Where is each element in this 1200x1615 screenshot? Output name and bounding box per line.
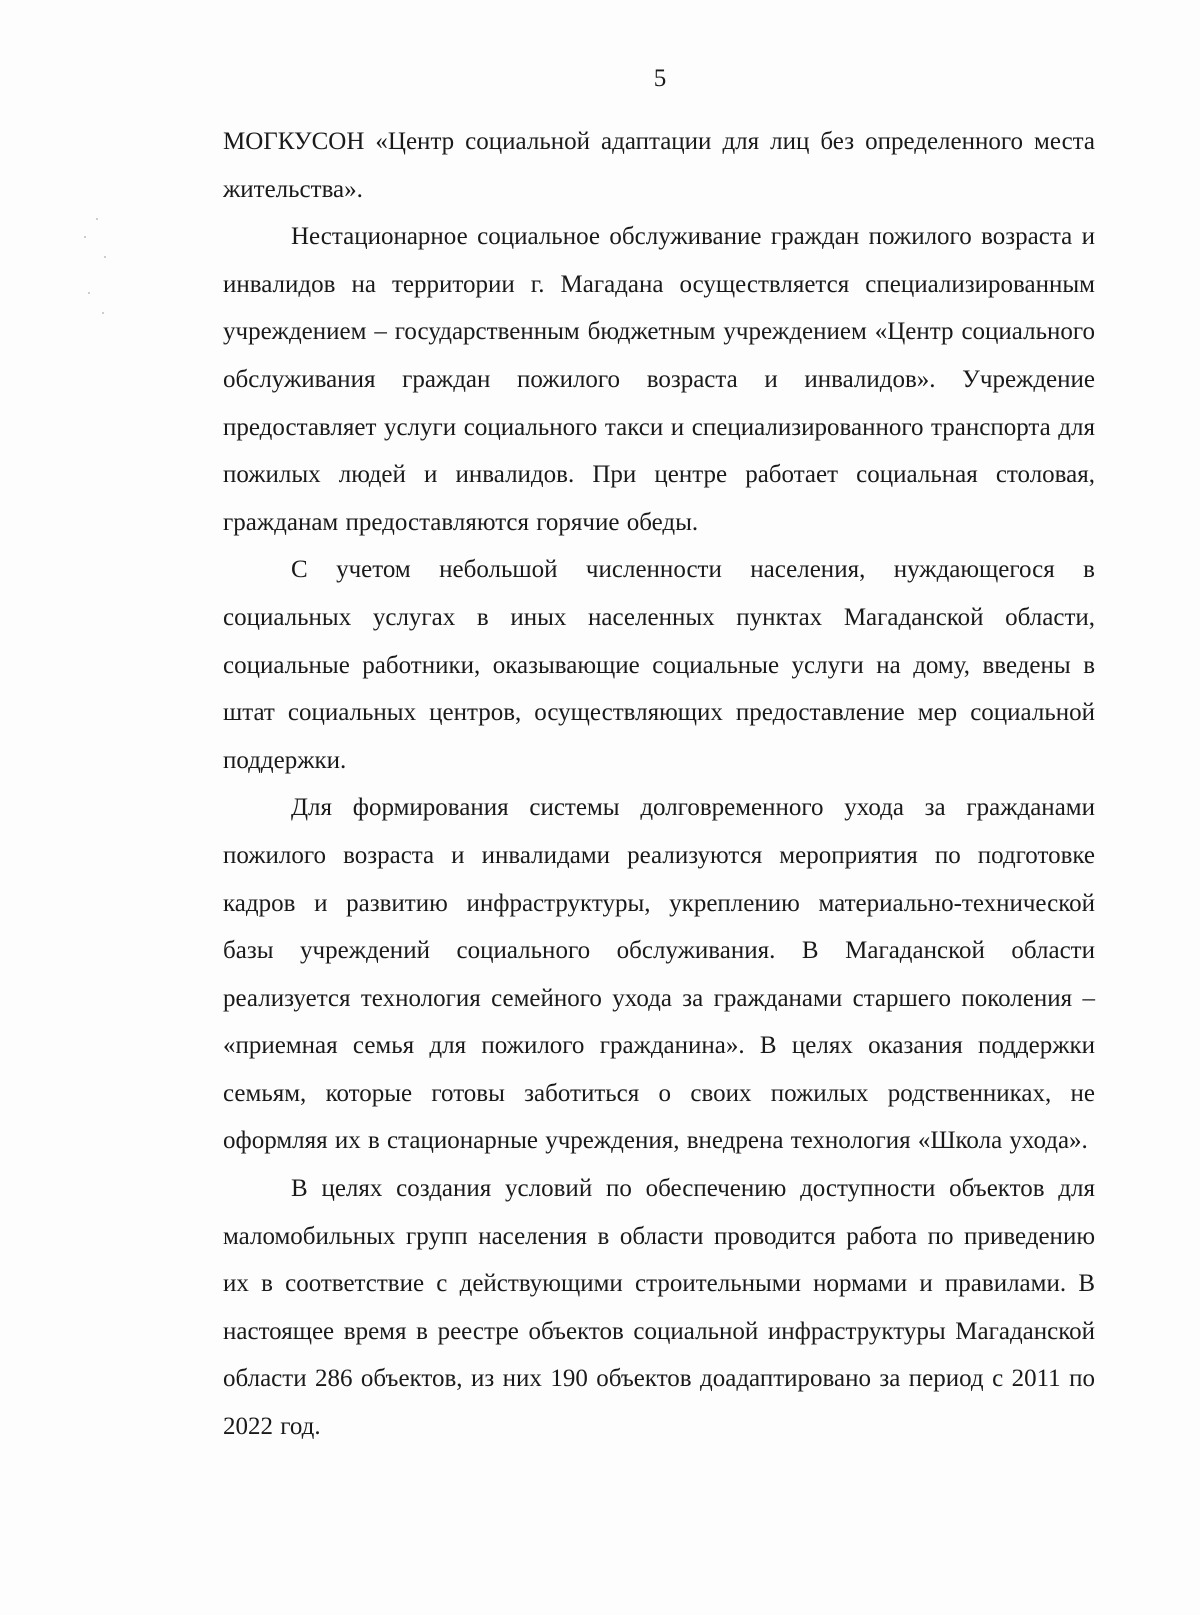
scan-speck (84, 236, 86, 238)
paragraph-4: Для формирования системы долговременного ухода за гражданами пожилого возраста и инвалидами реализуются мероприятия по подготовке кадров и развитию инфраструктуры, укреплению материально-технической базы учреждений социального обслуживания. В Магаданской области реализуется технология семейного ухода за гражданами старшего поколения – «приемная семья для пожилого гражданина». В целях оказания поддержки семьям, которые готовы заботиться о своих пожилых родственниках, не оформляя их в стационарные учреждения, внедрена технология «Школа ухода». (223, 794, 1095, 1155)
scan-speck (102, 312, 104, 314)
paragraph-1: МОГКУСОН «Центр социальной адаптации для лиц без определенного места жительства». (223, 128, 1095, 203)
paragraph-3: С учетом небольшой численности населения, нуждающегося в социальных услугах в иных населенных пунктах Магаданской области, социальные работники, оказывающие социальные услуги на дому, введены в штат социальных центров, осуществляющих предоставление мер социальной поддержки. (223, 556, 1095, 774)
paragraph-5: В целях создания условий по обеспечению доступности объектов для маломобильных групп населения в области проводится работа по приведению их в соответствие с действующими строительными нормами и правилами. В настоящее время в реестре объектов социальной инфраструктуры Магаданской области 286 объектов, из них 190 объектов доадаптировано за период с 2011 по 2022 год. (223, 1175, 1095, 1441)
document-body (223, 118, 1095, 1451)
scan-speck (104, 256, 106, 258)
paragraph-2: Нестационарное социальное обслуживание граждан пожилого возраста и инвалидов на территории г. Магадана осуществляется специализированным учреждением – государственным бюджетным учреждением «Центр социального обслуживания граждан пожилого возраста и инвалидов». Учреждение предоставляет услуги социального такси и специализированного транспорта для пожилых людей и инвалидов. При центре работает социальная столовая, гражданам предоставляются горячие обеды. (223, 223, 1095, 536)
scan-speck (88, 292, 90, 294)
scan-speck (96, 218, 98, 220)
page-number: 5 (653, 65, 667, 92)
